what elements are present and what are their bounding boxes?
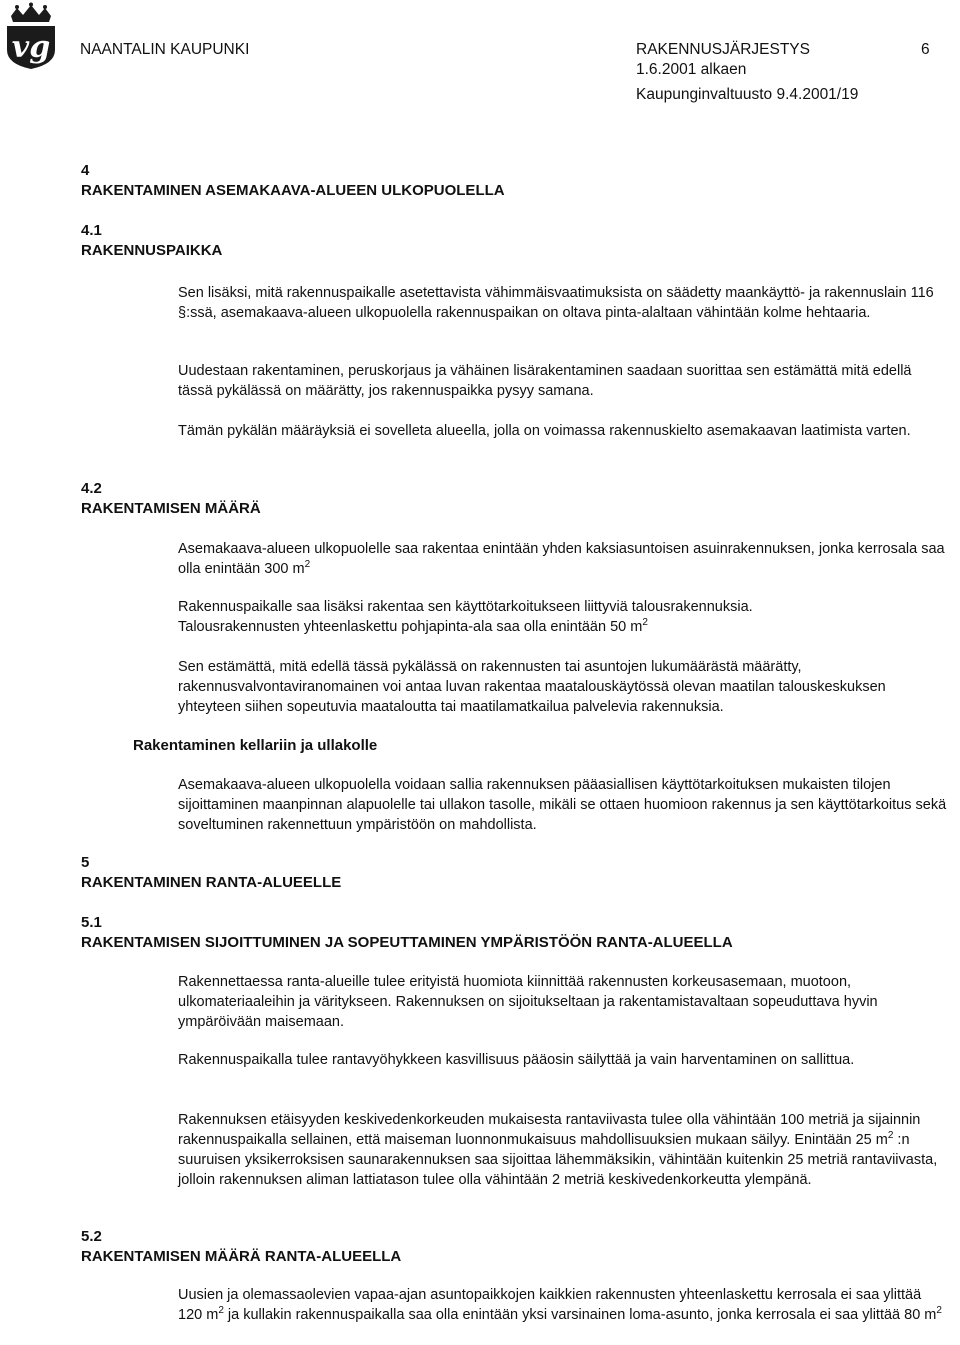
section-4-2-number: 4.2 <box>81 480 102 497</box>
paragraph: Sen estämättä, mitä edellä tässä pykälässä on rakennusten tai asuntojen lukumäärästä määrätty, rakennusvalvontaviranomainen voi antaa luvan rakentaa maatalouskäytössä olevan maatilan talouskeskuksen yhteyteen siihen sopeutuvia maataloutta tai maatilamatkailua palvelevia rakennuksia. <box>178 659 886 715</box>
section-5-title: RAKENTAMINEN RANTA-ALUEELLE <box>81 874 342 891</box>
section-5-2-number: 5.2 <box>81 1228 102 1245</box>
section-4-number: 4 <box>81 162 90 179</box>
header-city: NAANTALIN KAUPUNKI <box>80 41 250 58</box>
paragraph-text: ja kullakin rakennuspaikalla saa olla enintään yksi varsinainen loma-asunto, jonka kerrosala ei saa ylittää 80 m <box>223 1307 937 1323</box>
paragraph-text: Talousrakennusten yhteenlaskettu pohjapinta-ala saa olla enintään 50 m <box>178 619 643 635</box>
svg-text:vg: vg <box>11 30 51 65</box>
approval-reference: Kaupunginvaltuusto 9.4.2001/19 <box>636 86 859 103</box>
paragraph-text: Asemakaava-alueen ulkopuolelle saa rakentaa enintään yhden kaksiasuntoisen asuinrakennuksen, jonka kerrosala saa olla enintään 300 m <box>178 541 945 577</box>
paragraph <box>178 1110 948 1190</box>
document-title: RAKENNUSJÄRJESTYS <box>636 41 810 58</box>
subsection-title: Rakentaminen kellariin ja ullakolle <box>133 737 378 754</box>
section-4-1-title: RAKENNUSPAIKKA <box>81 242 223 259</box>
header-right <box>636 40 858 105</box>
effective-date: 1.6.2001 alkaen <box>636 61 747 78</box>
superscript: 2 <box>936 1305 942 1317</box>
paragraph-text: :n suuruisen yksikerroksisen saunarakennuksen saa sijoittaa lähemmäksikin, vähintään kuitenkin 25 metriä rantaviivasta, jolloin rakennuksen aliman lattiatason tulee olla vähintään 2 metriä keskivedenkorkeutta ylempänä. <box>178 1132 938 1188</box>
section-4-1-number: 4.1 <box>81 222 102 239</box>
section-4-title: RAKENTAMINEN ASEMAKAAVA-ALUEEN ULKOPUOLELLA <box>81 182 505 199</box>
paragraph-line: Rakennuspaikalle saa lisäksi rakentaa sen käyttötarkoitukseen liittyviä talousrakennuksia. <box>178 599 753 615</box>
paragraph-text: Uusien ja olemassaolevien vapaa-ajan asuntopaikkojen kaikkien rakennusten yhteenlaskettu kerrosala ei saa ylittää 120 m <box>178 1287 922 1323</box>
city-logo <box>3 2 59 70</box>
superscript: 2 <box>642 617 648 629</box>
crown-shield-icon <box>3 2 59 70</box>
paragraph: Tämän pykälän määräyksiä ei sovelleta alueella, jolla on voimassa rakennuskielto asemakaavan laatimista varten. <box>178 423 911 439</box>
section-5-1-title: RAKENTAMISEN SIJOITTUMINEN JA SOPEUTTAMINEN YMPÄRISTÖÖN RANTA-ALUEELLA <box>81 934 733 951</box>
paragraph-text: Rakennuksen etäisyyden keskivedenkorkeuden mukaisesta rantaviivasta tulee olla vähintään 100 metriä ja sijainnin rakennuspaikalla sellainen, että maiseman luonnonmukaisuus mahdollisuuksien mukaan säilyy. Enintään 25 m <box>178 1112 921 1148</box>
paragraph: Asemakaava-alueen ulkopuolella voidaan sallia rakennuksen pääasiallisen käyttötarkoituksen mukaisten tilojen sijoittaminen maanpinnan alapuolelle tai ullakon tasolle, mikäli se ottaen huomioon rakennus ja sen käyttötarkoitus sekä soveltuminen rakennettuun ympäristöön on mahdollista. <box>178 777 947 833</box>
paragraph: Sen lisäksi, mitä rakennuspaikalle asetettavista vähimmäisvaatimuksista on säädetty maankäyttö- ja rakennuslain 116 §:ssä, asemakaava-alueen ulkopuolella rakennuspaikan on oltava pinta-alaltaan vähintään kolme hehtaaria. <box>178 285 934 321</box>
superscript: 2 <box>887 1130 894 1142</box>
section-5-1-number: 5.1 <box>81 914 102 931</box>
paragraph: Rakennettaessa ranta-alueille tulee erityistä huomiota kiinnittää rakennusten korkeusasemaan, muotoon, ulkomateriaaleihin ja väritykseen. Rakennuksen on sijoitukseltaan ja rakentamistavaltaan sopeuduttava hyvin ympäröivään maisemaan. <box>178 974 878 1030</box>
section-5-2-title: RAKENTAMISEN MÄÄRÄ RANTA-ALUEELLA <box>81 1248 402 1265</box>
page-number: 6 <box>921 41 930 58</box>
section-4-2-title: RAKENTAMISEN MÄÄRÄ <box>81 500 261 517</box>
paragraph <box>178 597 948 637</box>
superscript: 2 <box>218 1305 224 1317</box>
section-5-number: 5 <box>81 854 90 871</box>
paragraph: Uudestaan rakentaminen, peruskorjaus ja vähäinen lisärakentaminen saadaan suorittaa sen estämättä mitä edellä tässä pykälässä on määrätty, jos rakennuspaikka pysyy samana. <box>178 363 912 399</box>
paragraph <box>178 539 948 579</box>
paragraph <box>178 1285 948 1325</box>
paragraph: Rakennuspaikalla tulee rantavyöhykkeen kasvillisuus pääosin säilyttää ja vain harventaminen on sallittua. <box>178 1052 855 1068</box>
superscript: 2 <box>304 559 311 571</box>
